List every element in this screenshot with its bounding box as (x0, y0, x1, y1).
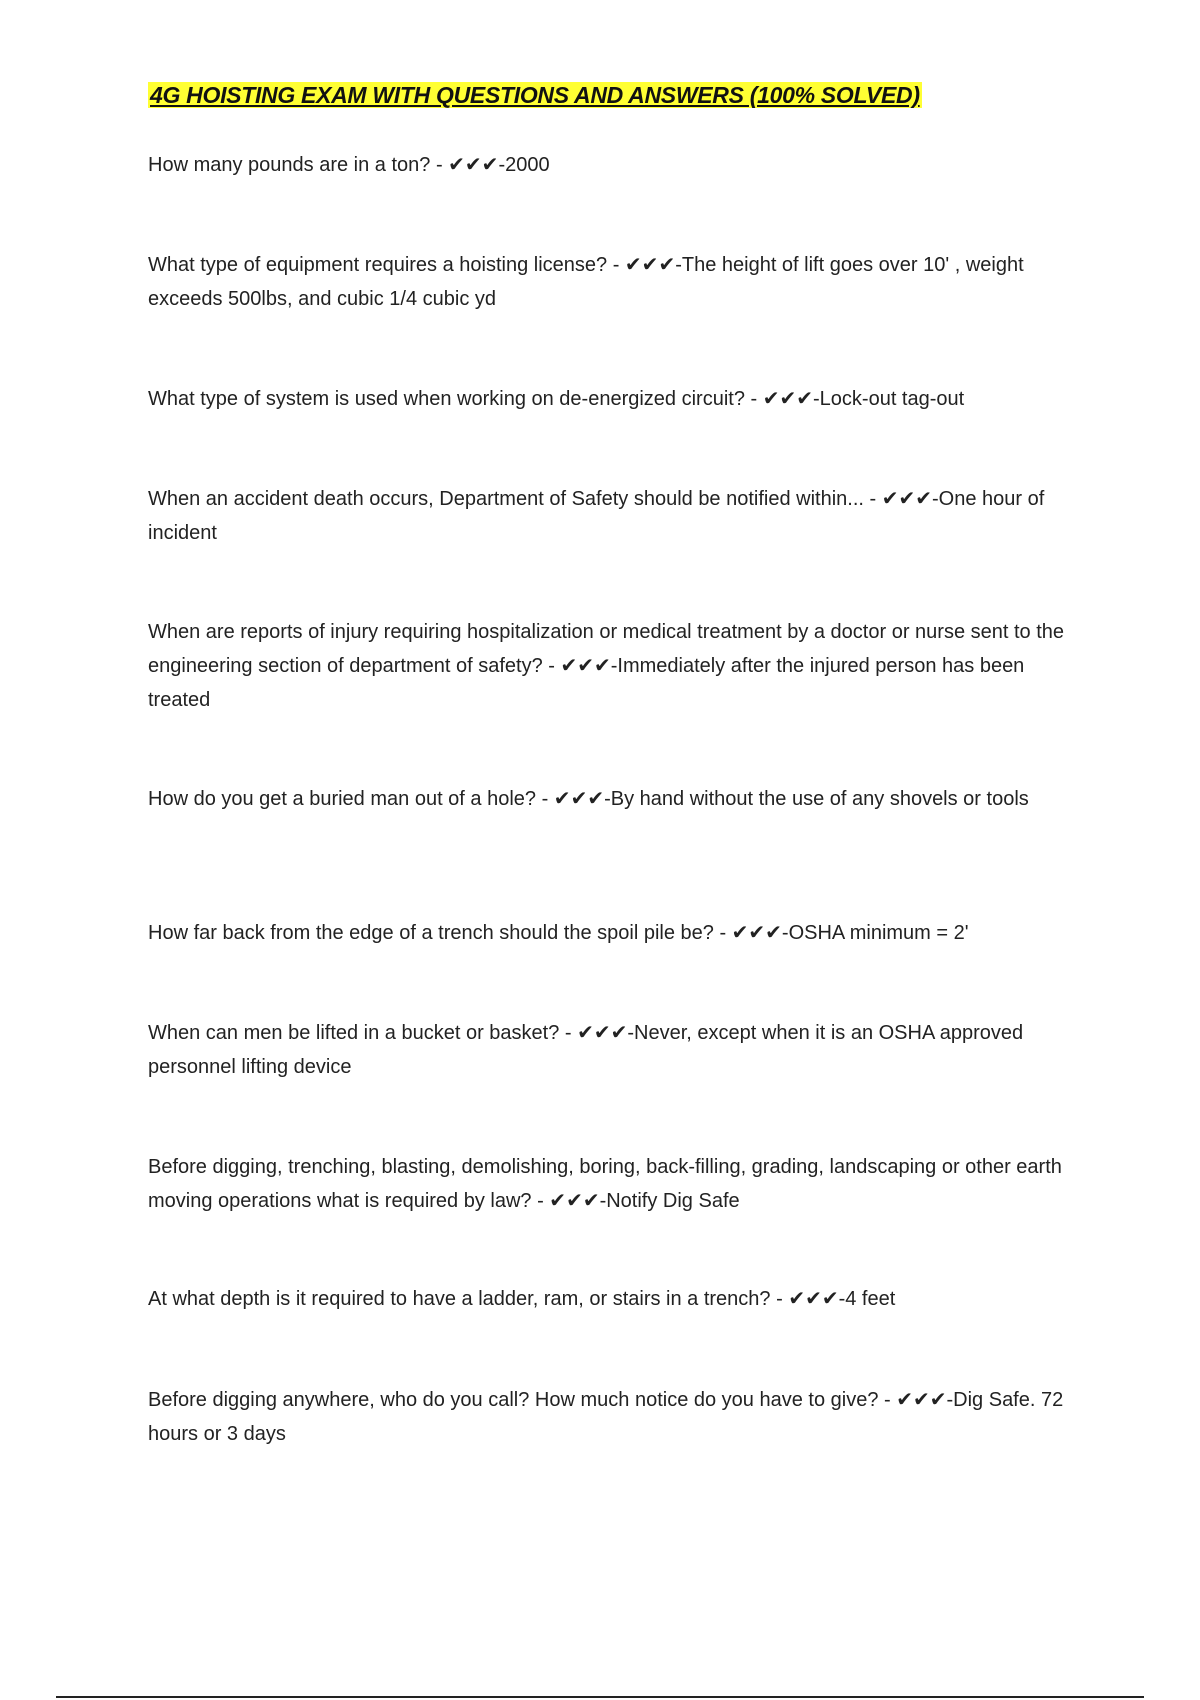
qa-item-5: When are reports of injury requiring hospitalization or medical treatment by a doctor or nurse sent to the engineering section of department of safety? - ✔✔✔-Immediately after the injured person has been treated (148, 621, 1065, 711)
qa-item-3: What type of system is used when working on de-energized circuit? - ✔✔✔-Lock-out tag-out (148, 388, 965, 410)
qa-item-9: Before digging, trenching, blasting, demolishing, boring, back-filling, grading, landscaping or other earth moving operations what is required by law? - ✔✔✔-Notify Dig Safe (148, 1156, 1062, 1212)
qa-item-2: What type of equipment requires a hoisting license? - ✔✔✔-The height of lift goes over 10' , weight exceeds 500lbs, and cubic 1/4 cubic yd (148, 254, 1024, 310)
qa-item-1: How many pounds are in a ton? - ✔✔✔-2000 (148, 154, 550, 176)
document-title (148, 80, 922, 110)
qa-item-11: Before digging anywhere, who do you call? How much notice do you have to give? - ✔✔✔-Dig Safe. 72 hours or 3 days (148, 1389, 1064, 1445)
qa-item-4: When an accident death occurs, Department of Safety should be notified within... - ✔✔✔-One hour of incident (148, 488, 1045, 544)
qa-item-8: When can men be lifted in a bucket or basket? - ✔✔✔-Never, except when it is an OSHA approved personnel lifting device (148, 1022, 1024, 1078)
qa-item-6: How do you get a buried man out of a hole? - ✔✔✔-By hand without the use of any shovels or tools (148, 788, 1029, 810)
footer-rule (56, 1696, 1144, 1698)
qa-item-10: At what depth is it required to have a ladder, ram, or stairs in a trench? - ✔✔✔-4 feet (148, 1288, 896, 1310)
qa-item-7: How far back from the edge of a trench should the spoil pile be? - ✔✔✔-OSHA minimum = 2' (148, 922, 969, 944)
title-highlight: 4G HOISTING EXAM WITH QUESTIONS AND ANSWERS (100% SOLVED) (150, 82, 920, 108)
